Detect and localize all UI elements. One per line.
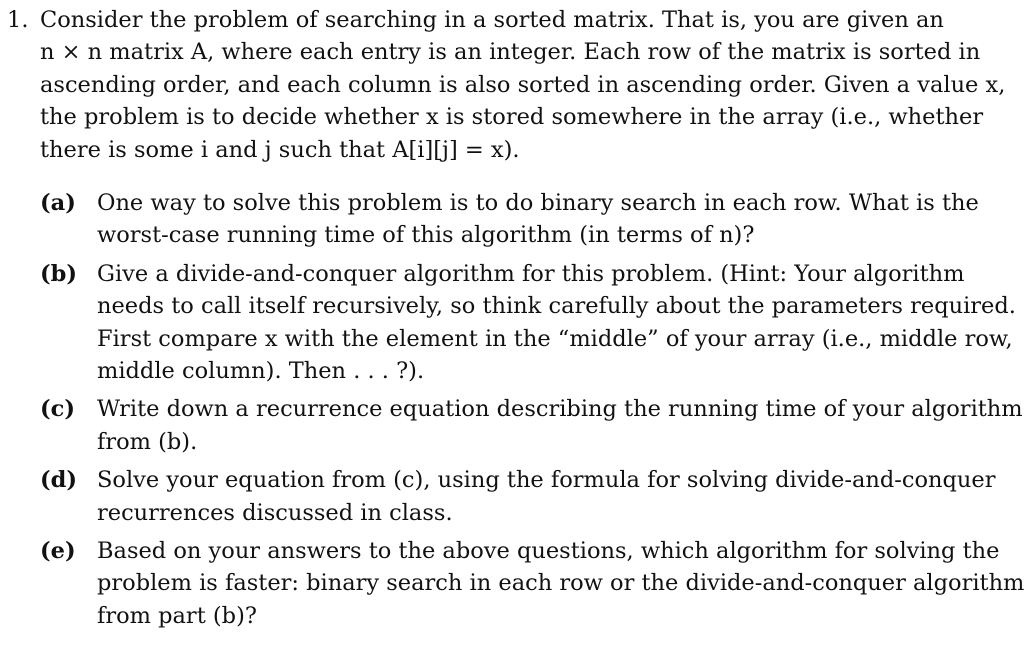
part-text	[97, 464, 1002, 529]
part-text	[97, 393, 1023, 458]
part-line: One way to solve this problem is to do binary search in each row. What is the	[97, 190, 979, 216]
problem-line: there is some i and j such that A[i][j] = x).	[40, 136, 520, 163]
part-label: (b)	[40, 260, 78, 287]
problem-1	[7, 4, 1017, 166]
part-label: (a)	[40, 190, 76, 216]
problem-line: Consider the problem of searching in a sorted matrix. That is, you are given an	[40, 7, 944, 33]
part-line: Write down a recurrence equation describing the running time of your algorithm	[97, 396, 1023, 423]
part-line: recurrences discussed in class.	[97, 499, 453, 526]
part-label: (c)	[40, 396, 75, 423]
part-label: (d)	[40, 467, 78, 494]
problem-line: n × n matrix A, where each entry is an integer. Each row of the matrix is sorted in	[40, 39, 981, 66]
part-e	[40, 535, 1024, 632]
part-line: Solve your equation from (c), using the formula for solving divide-and-conquer	[97, 467, 996, 494]
part-text	[97, 535, 1024, 632]
problem-line: ascending order, and each column is also sorted in ascending order. Given a value x,	[40, 71, 1006, 98]
problem-line: the problem is to decide whether x is stored somewhere in the array (i.e., whether	[40, 104, 984, 131]
part-b	[40, 258, 1016, 388]
problem-statement	[40, 4, 1008, 166]
part-line: middle column). Then . . . ?).	[97, 358, 425, 385]
problem-number: 1.	[7, 7, 29, 33]
part-line: Based on your answers to the above questions, which algorithm for solving the	[97, 538, 1000, 565]
part-label: (e)	[40, 538, 76, 565]
part-text	[97, 258, 1016, 388]
part-d	[40, 464, 1010, 529]
part-line: First compare x with the element in the “middle” of your array (i.e., middle row,	[97, 325, 1013, 352]
sub-questions	[40, 187, 1024, 638]
part-c	[40, 393, 1023, 458]
part-line: Give a divide-and-conquer algorithm for this problem. (Hint: Your algorithm	[97, 260, 965, 287]
part-line: worst-case running time of this algorithm (in terms of n)?	[97, 222, 755, 249]
part-line: from (b).	[97, 428, 198, 455]
part-text	[97, 187, 1002, 252]
part-line: from part (b)?	[97, 602, 257, 629]
part-line: needs to call itself recursively, so think carefully about the parameters required.	[97, 293, 1016, 320]
part-line: problem is faster: binary search in each row or the divide-and-conquer algorithm	[97, 570, 1024, 597]
part-a	[40, 187, 1010, 252]
